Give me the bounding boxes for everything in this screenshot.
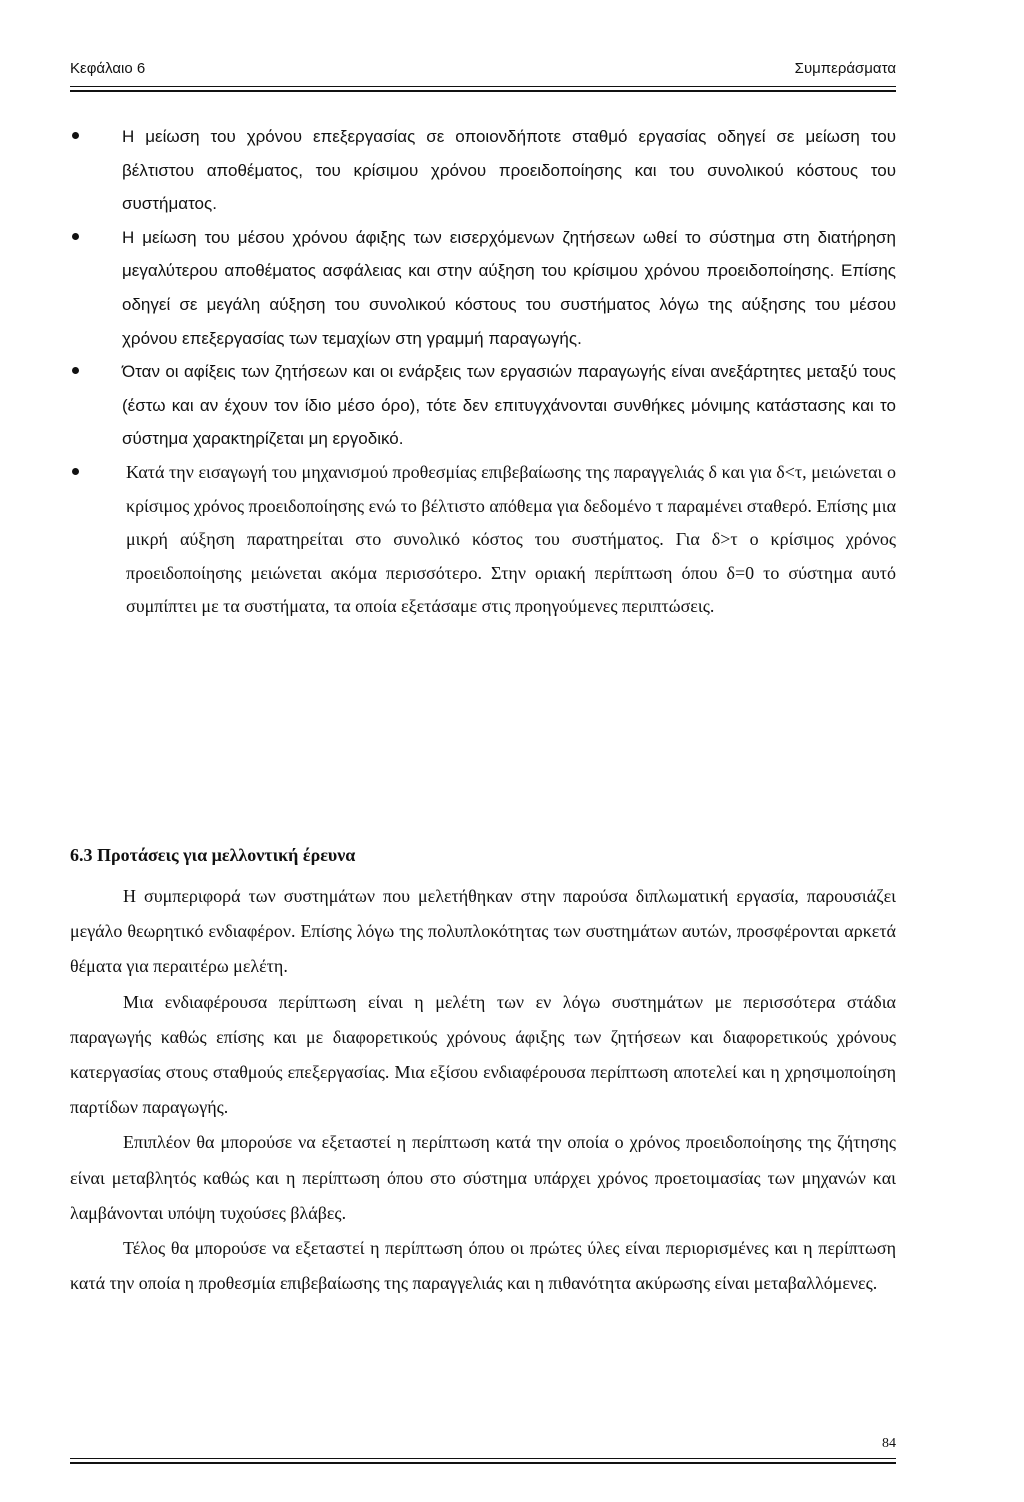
- paragraph: Επιπλέον θα μπορούσε να εξεταστεί η περίπτωση κατά την οποία ο χρόνος προειδοποίησης της ζήτησης είναι μεταβλητός καθώς και η περίπτωση όπου στο σύστημα υπάρχει χρόνος προετοιμασίας των μηχανών και λαμβάνονται υπόψη τυχούσες βλάβες.: [70, 1132, 896, 1223]
- paragraph: Μια ενδιαφέρουσα περίπτωση είναι η μελέτη των εν λόγω συστημάτων με περισσότερα στάδια παραγωγής καθώς επίσης και με διαφορετικούς χρόνους άφιξης των ζητήσεων και διαφορετικούς χρόνους κατεργασίας στους σταθμούς επεξεργασίας. Μια εξίσου ενδιαφέρουσα περίπτωση αποτελεί και η χρησιμοποίηση παρτίδων παραγωγής.: [70, 991, 896, 1118]
- section-heading: 6.3 Προτάσεις για μελλοντική έρευνα: [70, 845, 356, 865]
- conclusion-item: [70, 355, 896, 456]
- bullet-icon: [72, 468, 79, 475]
- bullet-icon: [72, 233, 79, 240]
- conclusion-text: Όταν οι αφίξεις των ζητήσεων και οι ενάρξεις των εργασιών παραγωγής είναι ανεξάρτητες μεταξύ τους (έστω και αν έχουν τον ίδιο μέσο όρο), τότε δεν επιτυγχάνονται συνθήκες μόνιμης κατάστασης και το σύστημα χαρακτηρίζεται μη εργοδικό.: [122, 362, 896, 449]
- header-section: Συμπεράσματα: [794, 60, 896, 77]
- paragraph: Τέλος θα μπορούσε να εξεταστεί η περίπτωση όπου οι πρώτες ύλες είναι περιορισμένες και η περίπτωση κατά την οποία η προθεσμία επιβεβαίωσης της παραγγελιάς και η πιθανότητα ακύρωσης είναι μεταβαλλόμενες.: [70, 1238, 896, 1294]
- conclusions-list: [70, 120, 896, 624]
- section-body: [70, 879, 896, 1301]
- paragraph: Η συμπεριφορά των συστημάτων που μελετήθηκαν στην παρούσα διπλωματική εργασία, παρουσιάζει μεγάλο θεωρητικό ενδιαφέρον. Επίσης λόγω της πολυπλοκότητας των συστημάτων αυτών, προσφέρονται αρκετά θέματα για περαιτέρω μελέτη.: [70, 886, 896, 977]
- conclusion-item: [70, 120, 896, 221]
- footer-rule: [70, 1458, 896, 1459]
- page-number: 84: [882, 1436, 896, 1451]
- bullet-icon: [72, 132, 79, 139]
- conclusion-item: [70, 456, 896, 624]
- conclusion-text: Η μείωση του χρόνου επεξεργασίας σε οποιονδήποτε σταθμό εργασίας οδηγεί σε μείωση του βέλτιστου αποθέματος, του κρίσιμου χρόνου προειδοποίησης και του συνολικού κόστους του συστήματος.: [122, 127, 896, 214]
- bullet-icon: [72, 367, 79, 374]
- page-header: [70, 60, 896, 84]
- header-rule: [70, 86, 896, 87]
- conclusion-text: Η μείωση του μέσου χρόνου άφιξης των εισερχόμενων ζητήσεων ωθεί το σύστημα στη διατήρηση μεγαλύτερου αποθέματος ασφάλειας και στην αύξηση του κρίσιμου χρόνου προειδοποίησης. Επίσης οδηγεί σε μεγάλη αύξηση του συνολικού κόστους του συστήματος λόγω της αύξησης του μέσου χρόνου επεξεργασίας των τεμαχίων στη γραμμή παραγωγής.: [122, 227, 896, 348]
- header-chapter: Κεφάλαιο 6: [70, 60, 146, 77]
- footer-rule-thick: [70, 1462, 896, 1464]
- conclusion-item: [70, 221, 896, 355]
- conclusion-text: Κατά την εισαγωγή του μηχανισμού προθεσμίας επιβεβαίωσης της παραγγελιάς δ και για δ<τ, μειώνεται ο κρίσιμος χρόνος προειδοποίησης ενώ το βέλτιστο απόθεμα για δεδομένο τ παραμένει σταθερό. Επίσης μια μικρή αύξηση παρατηρείται στο συνολικό κόστος του συστήματος. Για δ>τ ο κρίσιμος χρόνος προειδοποίησης μειώνεται ακόμα περισσότερο. Στην οριακή περίπτωση όπου δ=0 το σύστημα αυτό συμπίπτει με τα συστήματα, τα οποία εξετάσαμε στις προηγούμενες περιπτώσεις.: [126, 461, 896, 617]
- header-rule-thick: [70, 90, 896, 92]
